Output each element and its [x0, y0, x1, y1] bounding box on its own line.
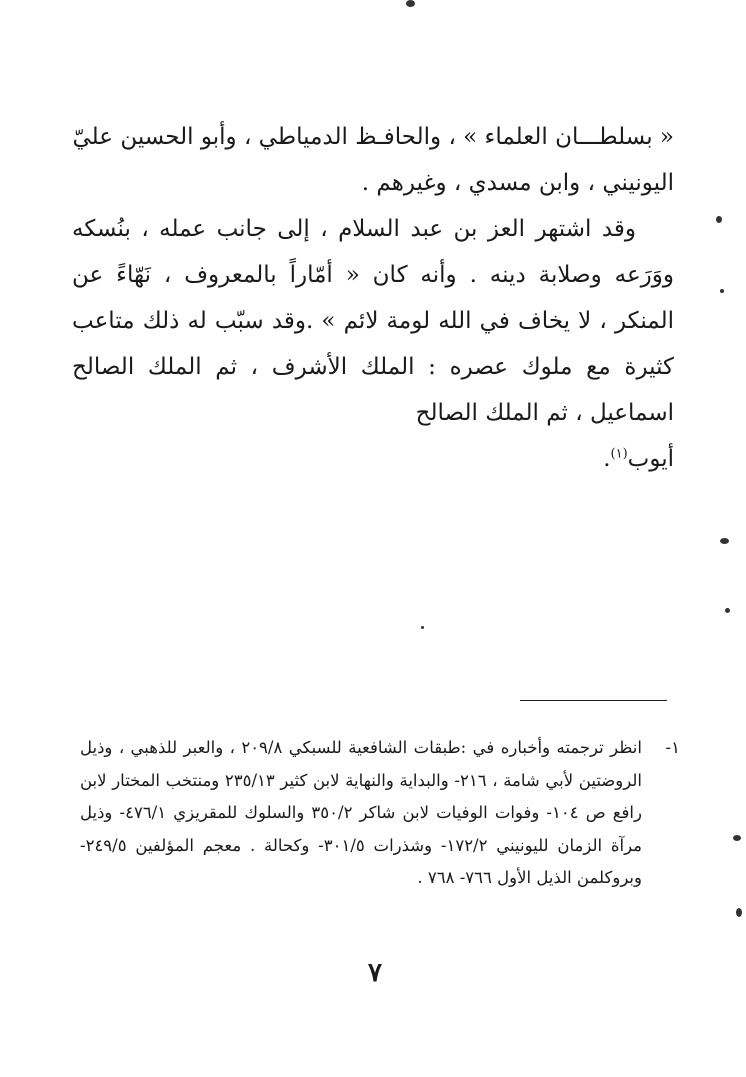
scan-speck-right-2 [720, 289, 724, 293]
scan-speck-top [406, 0, 415, 7]
scan-speck-right-3 [720, 538, 729, 544]
scan-speck-right-5 [733, 835, 741, 841]
page-number: ٧ [368, 958, 382, 988]
main-text-paragraph-2: وقد اشتهر العز بن عبد السلام ، إلى جانب عمله ، بنُسكه ووَرَعه وصلابة دينه . وأنه كان « أمّاراً بالمعروف ، نَهّاءً عن المنكر ، لا يخاف في الله لومة لائم » .وقد سبّب له ذلك متاعب كثيرة مع ملوك عصره : الملك الأشرف ، ثم الملك الصالح اسماعيل ، ثم الملك الصالح [72, 216, 674, 426]
last-line-period: . [603, 446, 611, 472]
footnote-separator-rule [520, 700, 667, 701]
footnote [80, 732, 680, 895]
last-line-word: أيوب [627, 446, 674, 472]
footnote-reference: (١) [610, 446, 628, 462]
main-text-last-line [72, 436, 674, 482]
scan-speck-right-6 [736, 908, 742, 917]
main-text-line-1: « بسلطـــان العلماء » ، والحافـظ الدمياطي ، وأبو الحسين عليّ [72, 124, 674, 150]
footnote-text: انظر ترجمته وأخباره في :طبقات الشافعية للسبكي ٢٠٩/٨ ، والعبر للذهبي ، وذيل الروضتين لأبي شامة ، ٢١٦- والبداية والنهاية لابن كثير ٢٣٥/١٣ ومنتخب المختار لابن رافع ص ١٠٤- وفوات الوفيات لابن شاكر ٣٥٠/٢ والسلوك للمقريزي ٤٧٦/١- وذيل مرآة الزمان لليونيني ١٧٢/٢- وشذرات ٣٠١/٥- وكحالة . معجم المؤلفين ٢٤٩/٥- وبروكلمن الذيل الأول ٧٦٦- ٧٦٨ . [80, 738, 643, 887]
scan-speck-right-1 [716, 216, 722, 223]
main-text-block [72, 114, 674, 482]
scan-speck-right-4 [725, 608, 730, 613]
main-text-line-2: اليونيني ، وابن مسدي ، وغيرهم . [361, 170, 674, 196]
scan-speck-middle [421, 626, 424, 629]
footnote-number: ١- [665, 738, 680, 757]
